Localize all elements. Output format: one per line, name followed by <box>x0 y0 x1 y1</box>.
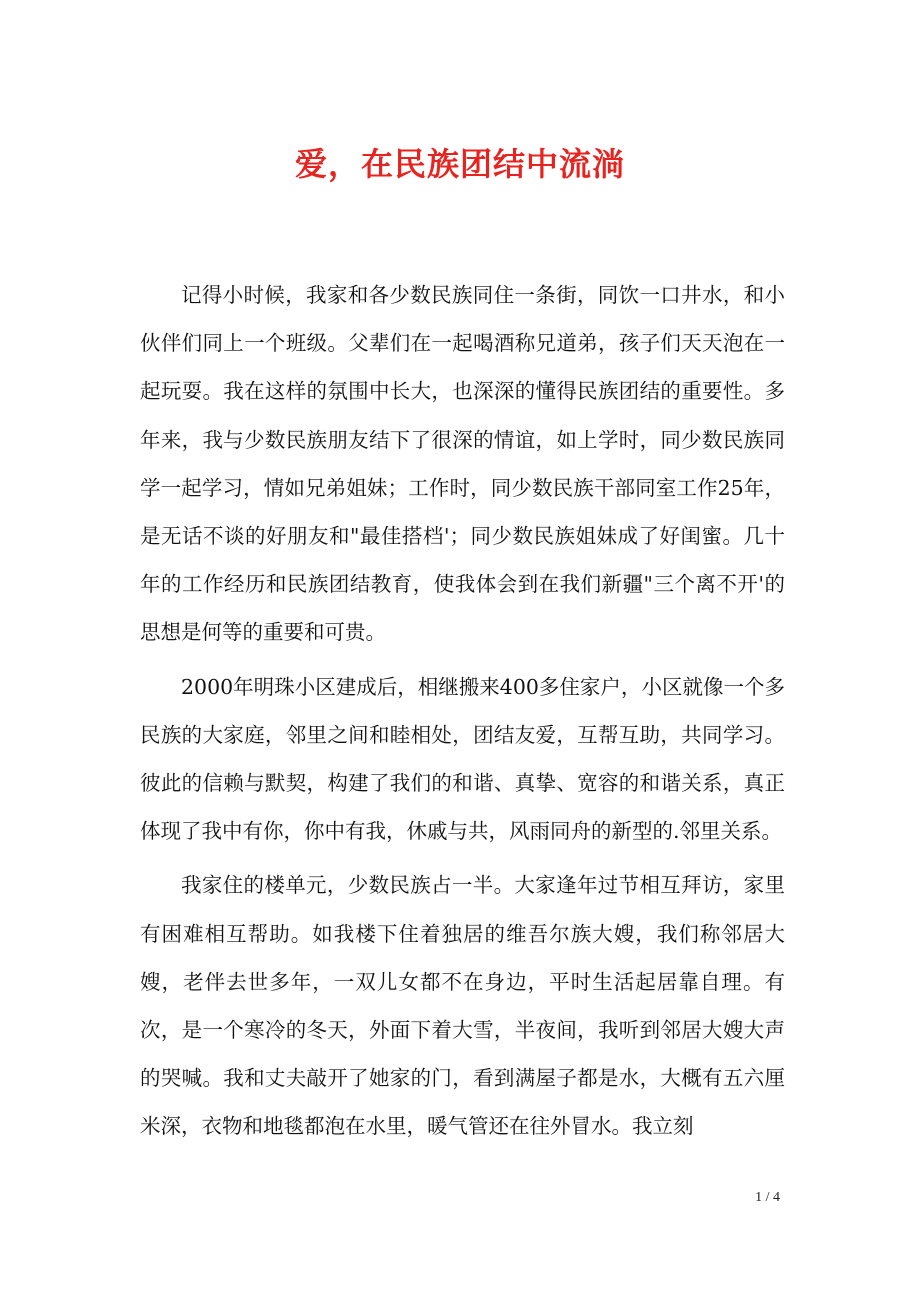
document-body <box>140 271 785 1157</box>
document-title: 爱，在民族团结中流淌 <box>294 145 625 183</box>
paragraph-1: 记得小时候，我家和各少数民族同住一条街，同饮一口井水，和小伙伴们同上一个班级。父辈们在一起喝酒称兄道弟，孩子们天天泡在一起玩耍。我在这样的氛围中长大，也深深的懂得民族团结的重要性。多年来，我与少数民族朋友结下了很深的情谊，如上学时，同少数民族同学一起学习，情如兄弟姐妹；工作时，同少数民族干部同室工作25年，是无话不谈的好朋友和"最佳搭档'；同少数民族姐妹成了好闺蜜。几十年的工作经历和民族团结教育，使我体会到在我们新疆"三个离不开'的思想是何等的重要和可贵。 <box>140 283 785 645</box>
page-number: 1 / 4 <box>755 1190 780 1205</box>
paragraph-3: 我家住的楼单元，少数民族占一半。大家逢年过节相互拜访，家里有困难相互帮助。如我楼下住着独居的维吾尔族大嫂，我们称邻居大嫂，老伴去世多年，一双儿女都不在身边，平时生活起居靠自理。有次，是一个寒冷的冬天，外面下着大雪，半夜间，我听到邻居大嫂大声的哭喊。我和丈夫敲开了她家的门，看到满屋子都是水，大概有五六厘米深，衣物和地毯都泡在水里，暖气管还在往外冒水。我立刻 <box>140 873 785 1139</box>
paragraph-2: 2000年明珠小区建成后，相继搬来400多住家户，小区就像一个多民族的大家庭，邻里之间和睦相处，团结友爱，互帮互助，共同学习。彼此的信赖与默契，构建了我们的和谐、真挚、宽容的和谐关系，真正体现了我中有你，你中有我，休戚与共，风雨同舟的新型的.邻里关系。 <box>140 674 785 844</box>
